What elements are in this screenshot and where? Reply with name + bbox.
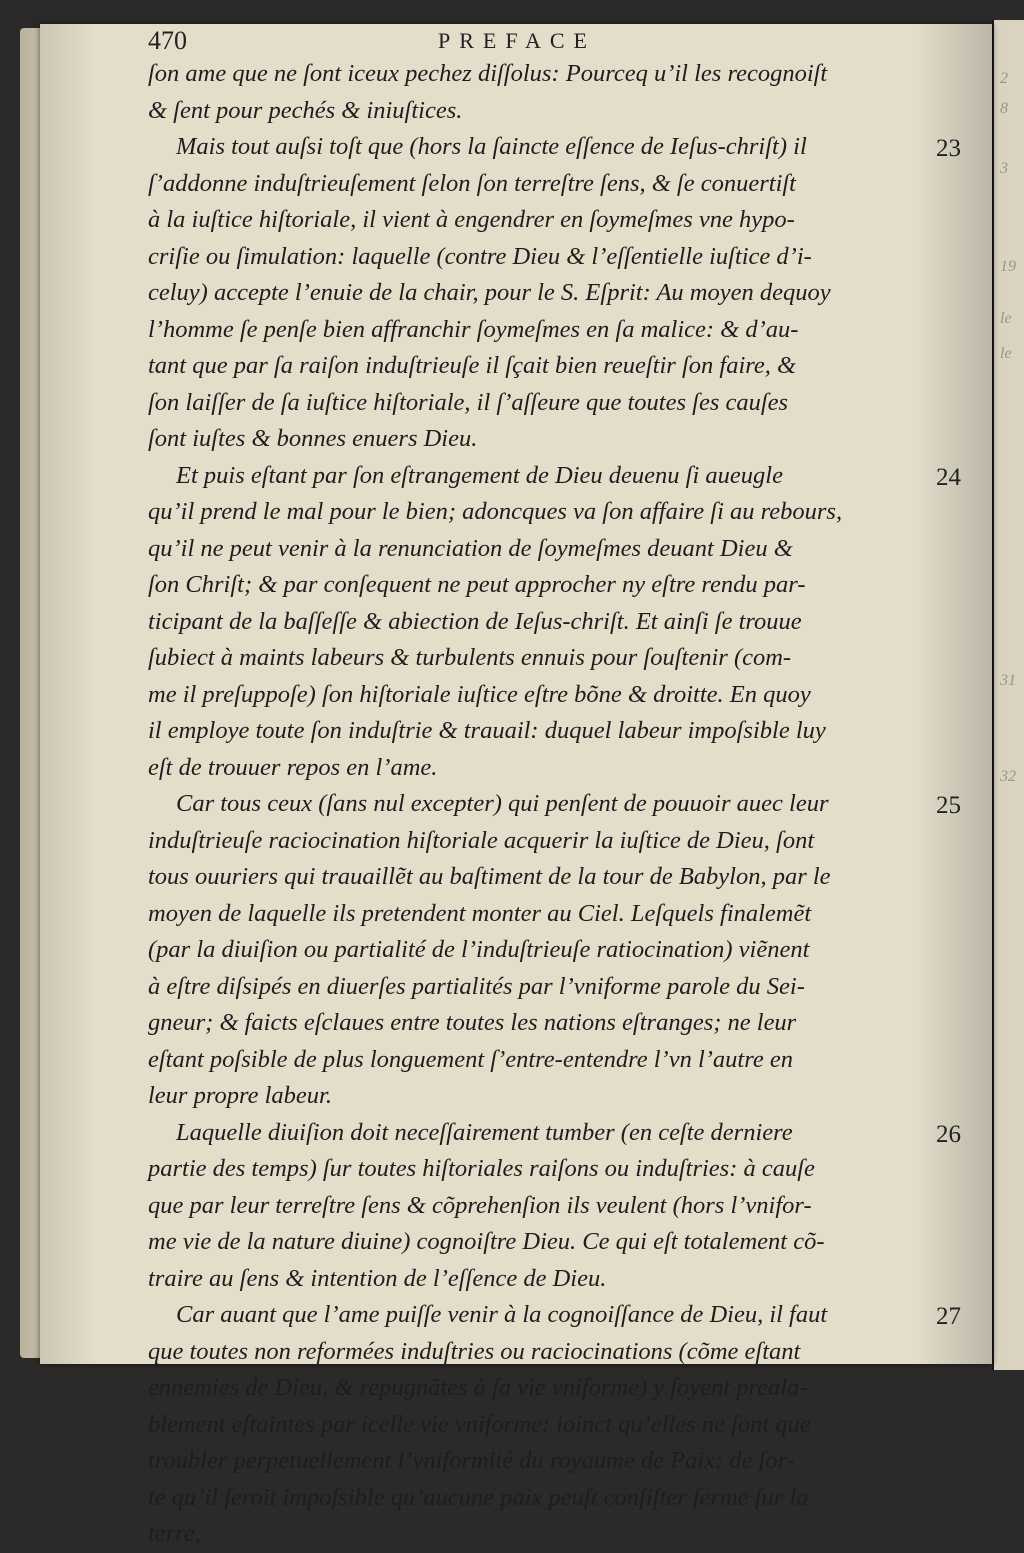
text-line: ennemies de Dieu, & repugnãtes à ſa vie vniforme) y ſoyent preala-: [148, 1374, 808, 1401]
bleed-fragment: 32: [1000, 768, 1016, 785]
paragraph: [148, 1115, 928, 1298]
text-line: Car auant que l’ame puiſſe venir à la cognoiſſance de Dieu, il faut: [176, 1301, 828, 1328]
text-line: (par la diuiſion ou partialité de l’induſtrieuſe ratiocination) viẽnent: [148, 936, 810, 963]
margin-verse-number: 25: [936, 792, 961, 819]
bleed-fragment: 3: [1000, 160, 1008, 177]
text-line: ſ’addonne induſtrieuſement ſelon ſon terreſtre ſens, & ſe conuertiſt: [148, 169, 796, 197]
text-line: tous ouuriers qui trauaillẽt au baſtiment de la tour de Babylon, par le: [148, 863, 831, 890]
bleed-fragment: le: [1000, 345, 1012, 362]
text-line: & ſent pour pechés & iniuſtices.: [148, 96, 463, 124]
bleed-fragment: 8: [1000, 100, 1008, 117]
text-line: gneur; & faicts eſclaues entre toutes les nations eſtranges; ne leur: [148, 1009, 797, 1036]
text-line: que par leur terreſtre ſens & cõprehenſion ils veulent (hors l’vnifor-: [148, 1191, 812, 1219]
bleed-fragment: 31: [1000, 672, 1016, 689]
text-line: ſon laiſſer de ſa iuſtice hiſtoriale, il ſ’aſſeure que toutes ſes cauſes: [148, 388, 789, 416]
text-line: l’homme ſe penſe bien affranchir ſoymeſmes en ſa malice: & d’au-: [148, 315, 799, 343]
margin-verse-number: 26: [936, 1120, 961, 1148]
body-text: [148, 56, 928, 1553]
text-line: criſie ou ſimulation: laquelle (contre Dieu & l’eſſentielle iuſtice d’i-: [148, 242, 812, 270]
text-line: me vie de la nature diuine) cognoiſtre Dieu. Ce qui eſt totalement cõ-: [148, 1228, 825, 1255]
text-line: qu’il ne peut venir à la renunciation de ſoymeſmes deuant Dieu &: [148, 534, 793, 562]
text-line: tant que par ſa raiſon induſtrieuſe il ſçait bien reueſtir ſon faire, &: [148, 352, 797, 379]
text-line: Car tous ceux (ſans nul excepter) qui penſent de pouuoir auec leur: [176, 790, 829, 817]
running-title: PREFACE: [438, 28, 596, 53]
text-line: que toutes non reformées induſtries ou raciocinations (cõme eſtant: [148, 1337, 801, 1365]
page-header: [148, 26, 928, 56]
text-line: celuy) accepte l’enuie de la chair, pour le S. Eſprit: Au moyen dequoy: [148, 279, 831, 306]
paragraph: [148, 458, 928, 787]
paragraph: [148, 56, 928, 129]
bleed-fragment: le: [1000, 310, 1012, 327]
text-line: te qu’il ſeroit impoſsible qu’aucune paix peuſt conſiſter ferme ſur la: [148, 1483, 809, 1511]
text-line: qu’il prend le mal pour le bien; adoncques va ſon affaire ſi au rebours,: [148, 498, 843, 525]
text-line: induſtrieuſe raciocination hiſtoriale acquerir la iuſtice de Dieu, ſont: [148, 826, 815, 854]
text-line: à la iuſtice hiſtoriale, il vient à engendrer en ſoymeſmes vne hypo-: [148, 206, 795, 233]
text-line: Mais tout auſsi toſt que (hors la ſaincte eſſence de Ieſus-chriſt) il: [176, 133, 807, 160]
text-line: Laquelle diuiſion doit neceſſairement tumber (en ceſte derniere: [176, 1118, 793, 1146]
paragraph: [148, 129, 928, 458]
text-line: ſon ame que ne ſont iceux pechez diſſolus: Pourceq u’il les recognoiſt: [148, 60, 828, 87]
text-line: eſtant poſsible de plus longuement ſ’entre-entendre l’vn l’autre en: [148, 1045, 793, 1073]
text-line: ſon Chriſt; & par conſequent ne peut approcher ny eſtre rendu par-: [148, 571, 806, 598]
text-line: leur propre labeur.: [148, 1082, 332, 1109]
margin-verse-number: 23: [936, 135, 961, 162]
margin-verse-number: 24: [936, 463, 961, 491]
text-line: me il preſuppoſe) ſon hiſtoriale iuſtice eſtre bõne & droitte. En quoy: [148, 680, 811, 708]
text-line: terre,: [148, 1520, 201, 1547]
page-number: 470: [148, 26, 187, 55]
facing-page-edge: [992, 20, 1024, 1370]
paragraph: [148, 1297, 928, 1553]
text-line: Et puis eſtant par ſon eſtrangement de Dieu deuenu ſi aueugle: [176, 461, 783, 489]
text-line: partie des temps) ſur toutes hiſtoriales raiſons ou induſtries: à cauſe: [148, 1155, 815, 1182]
text-line: ticipant de la baſſeſſe & abiection de Ieſus-chriſt. Et ainſi ſe trouue: [148, 607, 802, 635]
text-line: traire au ſens & intention de l’eſſence de Dieu.: [148, 1264, 607, 1292]
text-line: il employe toute ſon induſtrie & trauail: duquel labeur impoſsible luy: [148, 717, 826, 744]
text-line: blement eſtaintes par icelle vie vniforme: ioinct qu’elles ne ſont que: [148, 1410, 811, 1438]
text-line: troubler perpetuellement l’vniformité du royaume de Paix: de ſor-: [148, 1447, 795, 1474]
bleed-fragment: 2: [1000, 70, 1008, 87]
paragraph: [148, 786, 928, 1115]
text-line: ſont iuſtes & bonnes enuers Dieu.: [148, 425, 478, 452]
text-line: moyen de laquelle ils pretendent monter au Ciel. Leſquels finalemẽt: [148, 899, 812, 927]
text-line: à eſtre diſsipés en diuerſes partialités par l’vniforme parole du Sei-: [148, 972, 805, 1000]
margin-verse-number: 27: [936, 1303, 961, 1330]
text-line: eſt de trouuer repos en l’ame.: [148, 753, 438, 781]
bleed-fragment: 19: [1000, 258, 1016, 275]
text-line: ſubiect à maints labeurs & turbulents ennuis pour ſouſtenir (com-: [148, 644, 792, 671]
